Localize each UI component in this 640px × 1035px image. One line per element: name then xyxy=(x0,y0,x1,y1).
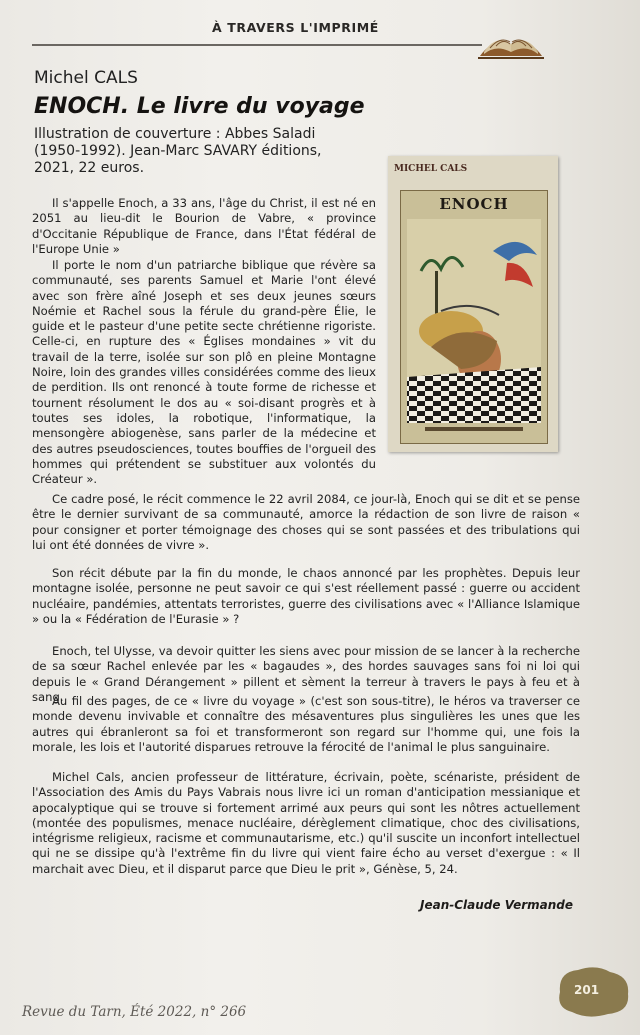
journal-footer: Revue du Tarn, Été 2022, n° 266 xyxy=(22,1004,247,1020)
book-title: ENOCH. Le livre du voyage xyxy=(34,94,365,119)
bibliographic-info: Illustration de couverture : Abbes Saladi (1950-1992). Jean-Marc SAVARY éditions, 2021, 22 euros. xyxy=(34,126,322,176)
paragraph-intro: Il s'appelle Enoch, a 33 ans, l'âge du Christ, il est né en 2051 au lieu-dit le Bourion de Vabre, « province d'Occitanie République de France, dans l'État fédéral de l'Europe Unie » xyxy=(32,196,376,256)
book-author: Michel CALS xyxy=(34,68,138,88)
header-rule xyxy=(32,44,482,46)
cover-author: MICHEL CALS xyxy=(394,164,468,174)
review-signature: Jean-Claude Vermande xyxy=(420,898,574,912)
paragraph-ulysses: Enoch, tel Ulysse, va devoir quitter les siens avec pour mission de se lancer à la recherche de sa sœur Rachel enlevée par les « bagaudes », des hordes sauvages sans foi ni loi qui depuis le « Grand Dérangement » pillent et sèment la terreur à travers le pays à feu et à sang. xyxy=(32,644,580,704)
paragraph-journey: Au fil des pages, de ce « livre du voyage » (c'est son sous-titre), le héros va traverser ce monde devenu invivable et connaître des mésaventures plus singulières les unes que les autres qui ébranleront sa foi et transformeront son regard sur l'homme qui, une fois la morale, les lois et l'autorité disparues retrouve la férocité de l'animal le plus sanguinaire. xyxy=(32,694,580,754)
paragraph-author-bio: Michel Cals, ancien professeur de littérature, écrivain, poète, scénariste, président de l'Association des Amis du Pays Vabrais nous livre ici un roman d'anticipation messianique et apocalyptique qui se trouve si fortement arrimé aux peurs qui sont les nôtres actuellement (montée des populismes, menace nucléaire, dérèglement climatique, choc des civilisations, intégrisme religieux, racisme et communautarisme, etc.) qu'il suscite un inconfort intellectuel qui ne se dissipe qu'à l'extrême fin du livre qui vient faire écho au verset d'exergue : « Il marchait avec Dieu, et il disparut parce que Dieu le prit », Génèse, 5, 24. xyxy=(32,770,580,876)
running-head: À TRAVERS L'IMPRIMÉ xyxy=(212,20,379,35)
page-number: 201 xyxy=(574,983,600,997)
open-book-icon xyxy=(476,22,546,62)
cover-illustration xyxy=(400,190,548,444)
book-cover-image xyxy=(388,156,558,452)
paragraph-setting: Ce cadre posé, le récit commence le 22 avril 2084, ce jour-là, Enoch qui se dit et se pense être le dernier survivant de sa communauté, amorce la rédaction de son livre de raison « pour consigner et porter témoignage des choses qui se sont passées et des tribulations qui lui ont été données de vivre ». xyxy=(32,492,580,552)
paragraph-end-of-world: Son récit débute par la fin du monde, le chaos annoncé par les prophètes. Depuis leur montagne isolée, personne ne peut savoir ce qui s'est réellement passé : guerre ou accident nucléaire, pandémies, attentats terroristes, guerre des civilisations avec « l'Alliance Islamique » ou la « Fédération de l'Eurasie » ? xyxy=(32,566,580,626)
paragraph-community: Il porte le nom d'un patriarche biblique que révère sa communauté, ses parents Samuel et Marie l'ont élevé avec son frère aîné Joseph et ses deux jeunes sœurs Noémie et Rachel sous la férule du grand-père Élie, le guide et le pasteur d'une petite secte chrétienne rigoriste. Celle-ci, en rupture des « Églises mondaines » vit du travail de la terre, isolée sur son plô en pleine Montagne Noire, loin des grandes villes considérées comme des lieux de perdition. Ils ont renoncé à toute forme de richesse et tournent résolument le dos au « soi-disant progrès et à toutes ses idoles, la robotique, l'informatique, la mensongère abiogenèse, sans parler de la médecine et des autres pseudosciences, toutes bouffies de l'orgueil des hommes qui prétendent se substituer aux volontés du Créateur ». xyxy=(32,258,376,487)
cover-title: ENOCH xyxy=(439,195,509,213)
